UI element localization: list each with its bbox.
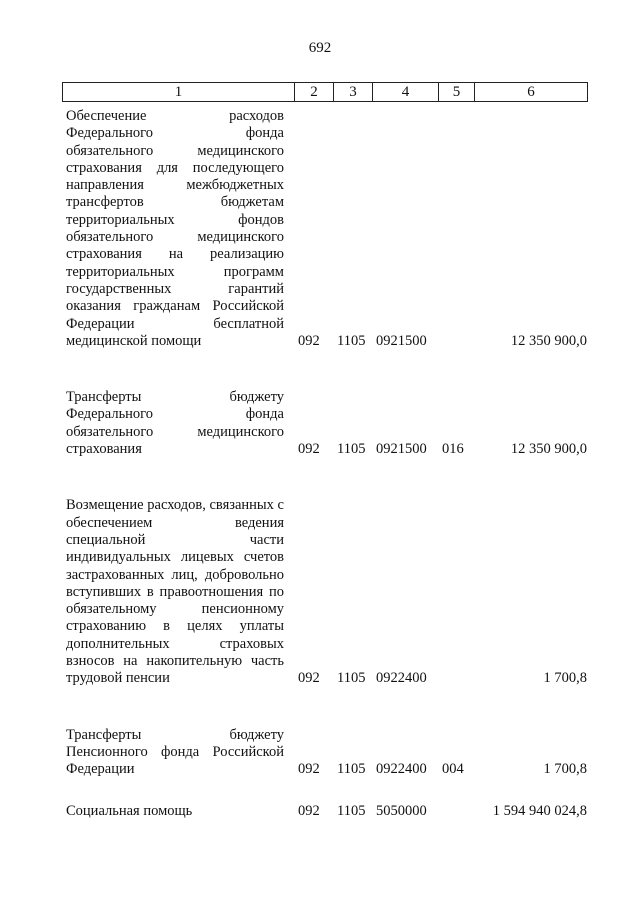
row-description: Обеспечение расходов Федерального фонда обязательного медицинского страхования для последующего направления межбюджетных трансфертов бюджетам территориальных фондов обязательного медицинского страхования на реализацию территориальных программ государственных гарантий оказания гражданам Российской Федерации бесплатной медицинской помощи (66, 108, 284, 349)
row-amount: 1 700,8 (543, 670, 587, 687)
table-row (62, 389, 587, 458)
row-spacer (62, 688, 587, 727)
row-ministry-code: 092 (298, 332, 320, 349)
row-expense-type (438, 497, 474, 687)
row-amount: 12 350 900,0 (510, 332, 587, 349)
row-article-code: 0922400 (376, 670, 427, 687)
row-amount: 1 594 940 024,8 (492, 802, 587, 819)
row-section-code: 1105 (337, 802, 366, 819)
row-article-code: 0921500 (376, 332, 427, 349)
row-article-code: 5050000 (376, 802, 427, 819)
row-spacer (62, 779, 587, 803)
page-number: 692 (308, 40, 332, 56)
row-expense-type (438, 108, 474, 350)
row-amount: 12 350 900,0 (510, 441, 587, 458)
column-header-table (62, 82, 588, 102)
row-expense-type (438, 803, 474, 820)
table-row (62, 108, 587, 350)
column-header-row (63, 83, 588, 102)
row-section-code: 1105 (337, 761, 366, 778)
row-description: Социальная помощь (66, 802, 193, 819)
row-expense-type: 016 (442, 441, 464, 458)
column-header-3: 3 (334, 83, 373, 102)
column-header-4: 4 (373, 83, 439, 102)
column-header-1: 1 (63, 83, 295, 102)
row-ministry-code: 092 (298, 441, 320, 458)
row-amount: 1 700,8 (543, 761, 587, 778)
row-article-code: 0921500 (376, 441, 427, 458)
table-row (62, 497, 587, 687)
row-expense-type: 004 (442, 761, 464, 778)
row-description: Трансферты бюджету Пенсионного фонда Российской Федерации (66, 726, 284, 778)
row-spacer (62, 458, 587, 497)
row-ministry-code: 092 (298, 761, 320, 778)
row-section-code: 1105 (337, 332, 366, 349)
row-spacer (62, 350, 587, 389)
budget-table (62, 108, 587, 820)
column-header-2: 2 (295, 83, 334, 102)
row-description: Возмещение расходов, связанных с обеспечением ведения специальной части индивидуальных лицевых счетов застрахованных лиц, добровольно вступивших в правоотношения по обязательному пенсионному страхованию в целях уплаты дополнительных страховых взносов на накопительную часть трудовой пенсии (66, 497, 284, 687)
table-row (62, 727, 587, 779)
row-ministry-code: 092 (298, 670, 320, 687)
row-ministry-code: 092 (298, 802, 320, 819)
table-row (62, 803, 587, 820)
column-header-6: 6 (475, 83, 588, 102)
row-article-code: 0922400 (376, 761, 427, 778)
row-section-code: 1105 (337, 441, 366, 458)
row-description: Трансферты бюджету Федерального фонда обязательного медицинского страхования (66, 389, 284, 458)
column-header-5: 5 (439, 83, 475, 102)
row-section-code: 1105 (337, 670, 366, 687)
